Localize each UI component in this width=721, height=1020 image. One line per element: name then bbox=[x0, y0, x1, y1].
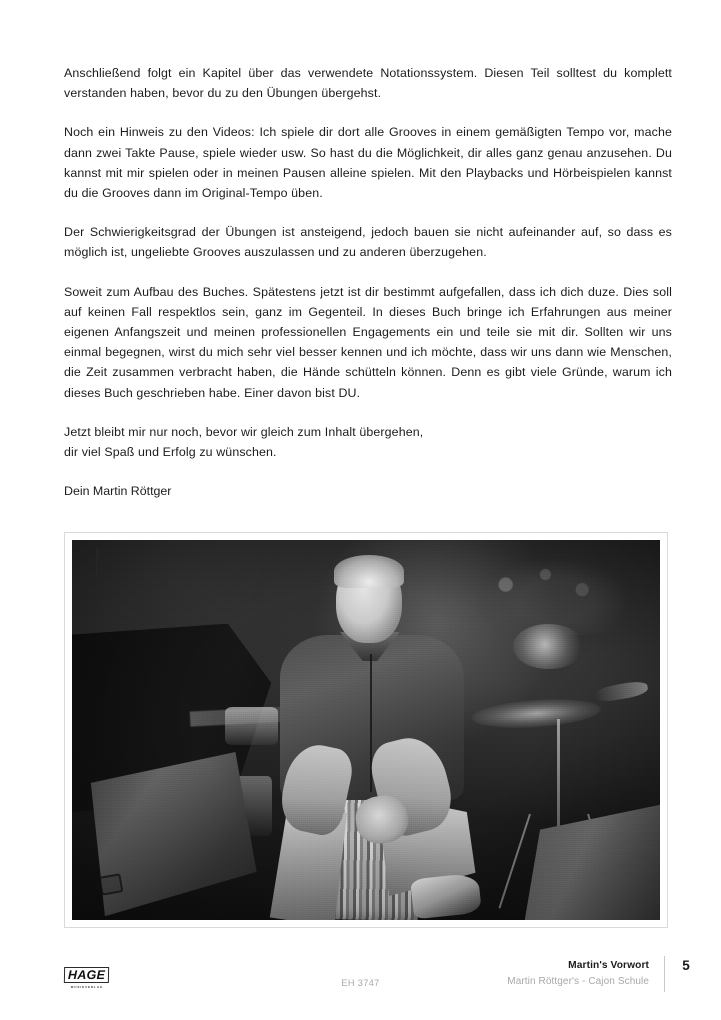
page-number-divider bbox=[664, 956, 665, 992]
edition-code: EH 3747 bbox=[341, 978, 380, 988]
paragraph-3: Der Schwierigkeitsgrad der Übungen ist ansteigend, jedoch bauen sie nicht aufeinander auf, so dass es möglich ist, ungeliebte Grooves auszulassen und zu anderen überzugehen. bbox=[64, 225, 672, 260]
cymbal-upper bbox=[513, 624, 584, 670]
paragraph-4: Soweit zum Aufbau des Buches. Spätestens jetzt ist dir bestimmt aufgefallen, dass ich dich duze. Dies soll auf keinen Fall respektlos sein, ganz im Gegenteil. In dieses Buch bringe ich Erfahrungen aus meiner eigenen Anfangszeit und meinen professionellen Engagements ein und teile sie mit dir. Sollten wir uns einmal begegnen, wirst du mich sehr viel besser kennen und ich möchte, dass wir uns dann wie Menschen, die Zeit zusammen verbracht haben, die Hände schütteln können. Denn es gibt viele Gründe, warum ich dieses Buch geschrieben habe. Einer davon bist DU. bbox=[64, 284, 672, 400]
body-content bbox=[64, 63, 672, 501]
drum-upper bbox=[225, 707, 278, 745]
closing-line-2: dir viel Spaß und Erfolg zu wünschen. bbox=[64, 445, 277, 460]
publisher-logo-text: HAGE bbox=[64, 967, 109, 983]
page-footer bbox=[0, 948, 721, 1020]
paragraph-1: Anschließend folgt ein Kapitel über das verwendete Notationssystem. Diesen Teil solltest du komplett verstanden haben, bevor du zu den Übungen übergehst. bbox=[64, 66, 672, 101]
musician bbox=[272, 555, 472, 920]
closing-paragraph bbox=[64, 422, 672, 462]
stage-lights bbox=[472, 551, 625, 635]
closing-line-1: Jetzt bleibt mir nur noch, bevor wir gleich zum Inhalt übergehen, bbox=[64, 424, 424, 439]
footer-section-title: Martin's Vorwort bbox=[568, 960, 649, 971]
publisher-logo-subtext: MUSIKVERLAG bbox=[70, 985, 104, 989]
photo-frame bbox=[64, 532, 668, 928]
photo-image bbox=[72, 540, 660, 920]
page-number: 5 bbox=[682, 958, 690, 973]
musician-shoe bbox=[410, 873, 482, 920]
footer-titles bbox=[507, 958, 649, 990]
paragraph-2: Noch ein Hinweis zu den Videos: Ich spiele dir dort alle Grooves in einem gemäßigten Tempo vor, mache dann zwei Takte Pause, spiele wieder usw. So hast du die Möglichkeit, dir alles ganz genau anzusehen. Du kannst mit mir spielen oder in meinen Pausen alleine spielen. Mit den Playbacks und Hörbeispielen kannst du die Grooves dann im Original-Tempo üben. bbox=[64, 125, 672, 201]
footer-book-title: Martin Röttger's - Cajon Schule bbox=[507, 976, 649, 987]
musician-hair bbox=[334, 555, 404, 588]
signature: Dein Martin Röttger bbox=[64, 484, 172, 499]
